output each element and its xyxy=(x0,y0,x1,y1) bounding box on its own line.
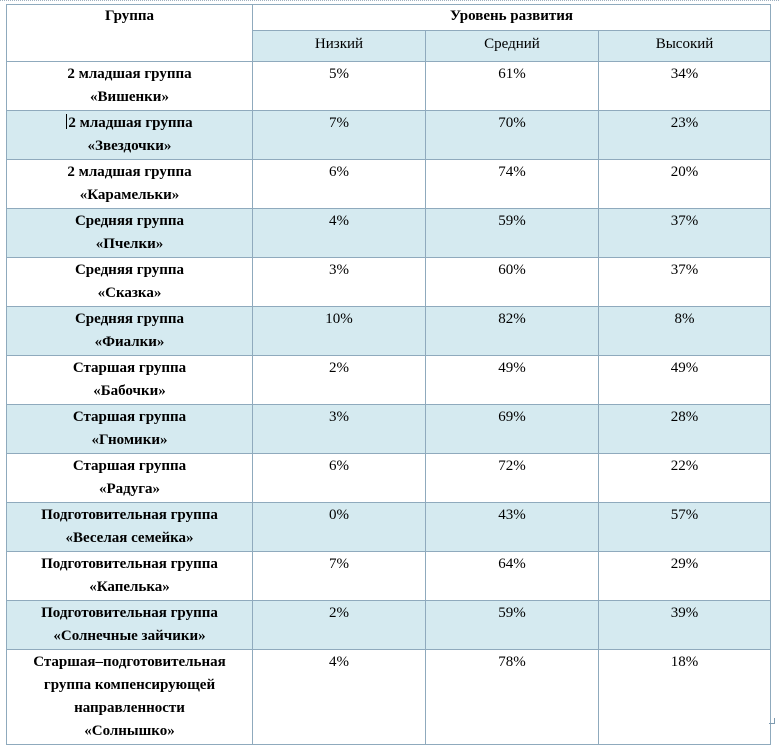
group-title-line: «Бабочки» xyxy=(93,383,166,399)
group-cell[interactable] xyxy=(7,650,253,745)
group-name-line: Подготовительная группа xyxy=(41,605,218,621)
group-title-line: «Сказка» xyxy=(97,285,162,301)
table-row xyxy=(7,307,771,356)
medium-cell[interactable]: 70% xyxy=(426,111,599,160)
medium-cell[interactable]: 61% xyxy=(426,62,599,111)
group-cell[interactable] xyxy=(7,258,253,307)
high-cell[interactable]: 20% xyxy=(599,160,771,209)
group-name-line: 2 младшая группа xyxy=(67,164,192,180)
table-row xyxy=(7,405,771,454)
group-name-line: Средняя группа xyxy=(74,262,185,278)
group-title-line: «Вишенки» xyxy=(90,89,169,105)
low-cell[interactable]: 0% xyxy=(253,503,426,552)
table-row xyxy=(7,503,771,552)
group-cell[interactable] xyxy=(7,209,253,258)
medium-cell[interactable]: 59% xyxy=(426,601,599,650)
high-cell[interactable]: 28% xyxy=(599,405,771,454)
group-title-line: «Веселая семейка» xyxy=(65,530,194,546)
group-cell[interactable] xyxy=(7,62,253,111)
low-cell[interactable]: 2% xyxy=(253,601,426,650)
low-cell[interactable]: 7% xyxy=(253,552,426,601)
group-name-line: направленности xyxy=(74,700,185,716)
medium-cell[interactable]: 82% xyxy=(426,307,599,356)
group-cell[interactable] xyxy=(7,111,253,160)
group-name-line: 2 младшая группа xyxy=(67,66,192,82)
group-title-line: «Гномики» xyxy=(91,432,168,448)
group-name-line: Средняя группа xyxy=(74,311,185,327)
table-row xyxy=(7,601,771,650)
table-row xyxy=(7,111,771,160)
group-name-line: Старшая группа xyxy=(72,458,187,474)
low-cell[interactable]: 4% xyxy=(253,209,426,258)
table-row xyxy=(7,62,771,111)
group-name-line: группа компенсирующей xyxy=(43,677,216,693)
group-name-line: Старшая группа xyxy=(72,360,187,376)
low-cell[interactable]: 6% xyxy=(253,160,426,209)
group-name-line: Старшая–подготовительная xyxy=(33,654,226,670)
header-medium: Средний xyxy=(426,31,599,62)
medium-cell[interactable]: 43% xyxy=(426,503,599,552)
high-cell[interactable]: 37% xyxy=(599,209,771,258)
header-level: Уровень развития xyxy=(253,5,771,31)
medium-cell[interactable]: 72% xyxy=(426,454,599,503)
low-cell[interactable]: 4% xyxy=(253,650,426,745)
table-resize-handle[interactable] xyxy=(769,718,775,724)
high-cell[interactable]: 22% xyxy=(599,454,771,503)
high-cell[interactable]: 34% xyxy=(599,62,771,111)
medium-cell[interactable]: 49% xyxy=(426,356,599,405)
group-cell[interactable] xyxy=(7,601,253,650)
low-cell[interactable]: 3% xyxy=(253,405,426,454)
table-row xyxy=(7,258,771,307)
high-cell[interactable]: 8% xyxy=(599,307,771,356)
group-cell[interactable] xyxy=(7,160,253,209)
group-title-line: «Звездочки» xyxy=(87,138,172,154)
development-level-table xyxy=(6,4,771,745)
high-cell[interactable]: 57% xyxy=(599,503,771,552)
group-cell[interactable] xyxy=(7,503,253,552)
high-cell[interactable]: 23% xyxy=(599,111,771,160)
high-cell[interactable]: 49% xyxy=(599,356,771,405)
table-row xyxy=(7,454,771,503)
group-cell[interactable] xyxy=(7,454,253,503)
table-row xyxy=(7,552,771,601)
table-row xyxy=(7,356,771,405)
header-group: Группа xyxy=(7,5,253,62)
high-cell[interactable]: 39% xyxy=(599,601,771,650)
header-high: Высокий xyxy=(599,31,771,62)
group-title-line: «Радуга» xyxy=(98,481,161,497)
table-header-row xyxy=(7,5,771,31)
table-row xyxy=(7,650,771,745)
medium-cell[interactable]: 69% xyxy=(426,405,599,454)
group-title-line: «Фиалки» xyxy=(94,334,165,350)
group-title-line: «Солнышко» xyxy=(84,723,175,739)
low-cell[interactable]: 7% xyxy=(253,111,426,160)
group-name-line: Подготовительная группа xyxy=(41,507,218,523)
medium-cell[interactable]: 64% xyxy=(426,552,599,601)
table-row xyxy=(7,209,771,258)
low-cell[interactable]: 6% xyxy=(253,454,426,503)
group-cell[interactable] xyxy=(7,552,253,601)
high-cell[interactable]: 37% xyxy=(599,258,771,307)
medium-cell[interactable]: 59% xyxy=(426,209,599,258)
table-row xyxy=(7,160,771,209)
medium-cell[interactable]: 60% xyxy=(426,258,599,307)
group-name-line: Старшая группа xyxy=(72,409,187,425)
header-low: Низкий xyxy=(253,31,426,62)
group-name-line: Подготовительная группа xyxy=(41,556,218,572)
high-cell[interactable]: 18% xyxy=(599,650,771,745)
low-cell[interactable]: 2% xyxy=(253,356,426,405)
medium-cell[interactable]: 74% xyxy=(426,160,599,209)
low-cell[interactable]: 3% xyxy=(253,258,426,307)
group-title-line: «Солнечные зайчики» xyxy=(53,628,206,644)
group-cell[interactable] xyxy=(7,405,253,454)
high-cell[interactable]: 29% xyxy=(599,552,771,601)
group-name-text: 2 младшая группа xyxy=(68,115,193,131)
group-title-line: «Капелька» xyxy=(89,579,170,595)
medium-cell[interactable]: 78% xyxy=(426,650,599,745)
low-cell[interactable]: 10% xyxy=(253,307,426,356)
group-name-line: Средняя группа xyxy=(74,213,185,229)
group-title-line: «Пчелки» xyxy=(95,236,164,252)
group-cell[interactable] xyxy=(7,307,253,356)
low-cell[interactable]: 5% xyxy=(253,62,426,111)
group-name-line xyxy=(11,112,248,135)
group-title-line: «Карамельки» xyxy=(79,187,180,203)
group-cell[interactable] xyxy=(7,356,253,405)
